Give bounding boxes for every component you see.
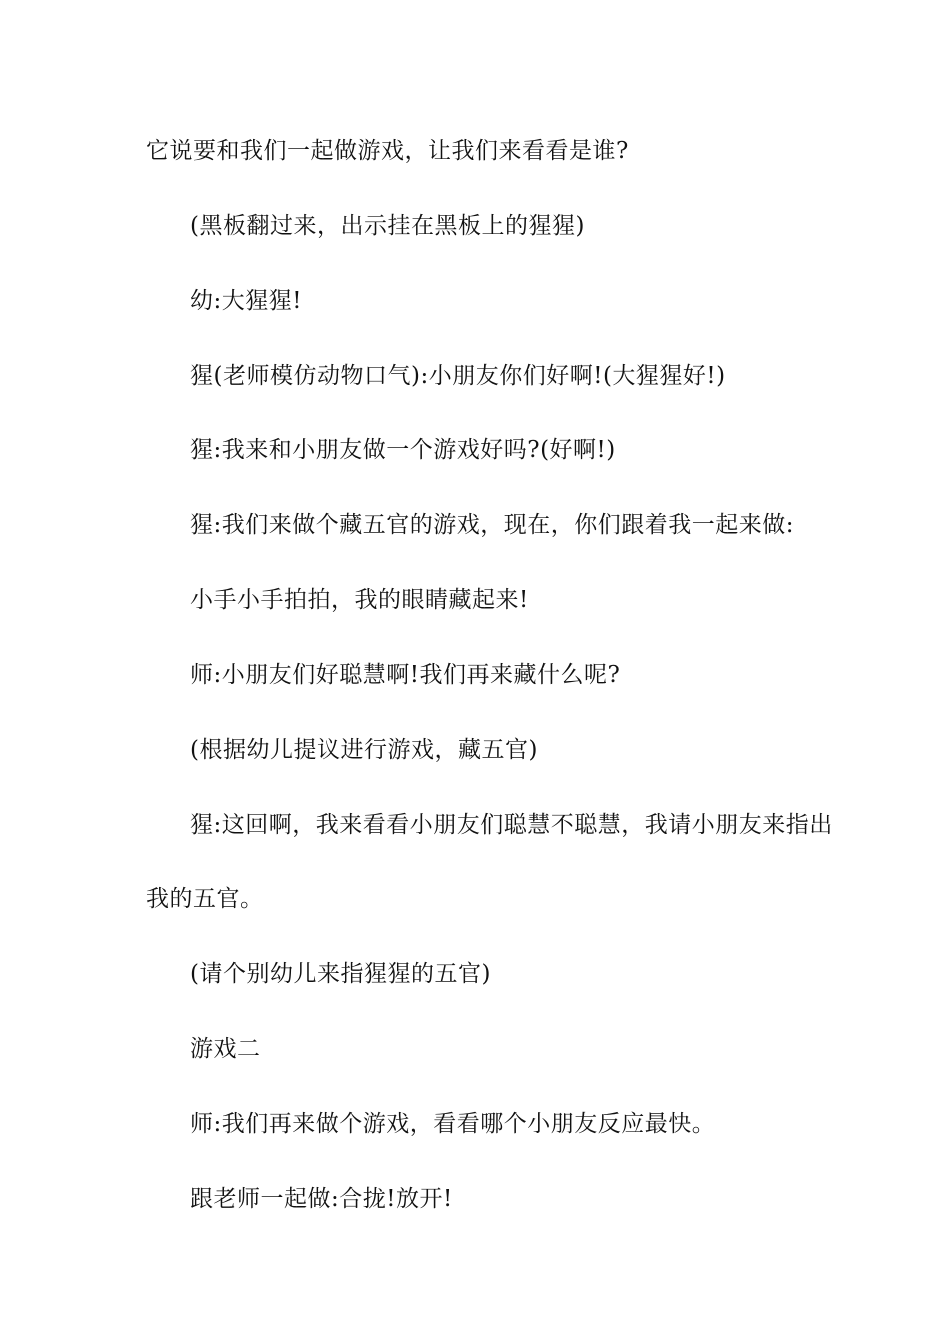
text-line-3: 幼:大猩猩! bbox=[190, 288, 302, 314]
text-line-11: 我的五官。 bbox=[146, 886, 264, 912]
text-line-12: (请个别幼儿来指猩猩的五官) bbox=[190, 961, 491, 987]
text-line-2: (黑板翻过来，出示挂在黑板上的猩猩) bbox=[190, 213, 585, 239]
text-line-10: 猩:这回啊，我来看看小朋友们聪慧不聪慧，我请小朋友来指出 bbox=[190, 812, 833, 838]
text-line-4: 猩(老师模仿动物口气):小朋友你们好啊!(大猩猩好!) bbox=[190, 363, 726, 389]
text-line-15: 跟老师一起做:合拢!放开! bbox=[190, 1186, 453, 1212]
text-line-7: 小手小手拍拍，我的眼睛藏起来! bbox=[190, 587, 529, 613]
text-line-6: 猩:我们来做个藏五官的游戏，现在，你们跟着我一起来做: bbox=[190, 512, 794, 538]
text-line-9: (根据幼儿提议进行游戏，藏五官) bbox=[190, 737, 538, 763]
text-line-14: 师:我们再来做个游戏，看看哪个小朋友反应最快。 bbox=[190, 1111, 716, 1137]
section-heading: 游戏二 bbox=[190, 1036, 261, 1062]
text-line-8: 师:小朋友们好聪慧啊!我们再来藏什么呢? bbox=[190, 662, 621, 688]
text-line-1: 它说要和我们一起做游戏，让我们来看看是谁? bbox=[146, 138, 629, 164]
text-line-5: 猩:我来和小朋友做一个游戏好吗?(好啊!) bbox=[190, 437, 616, 463]
